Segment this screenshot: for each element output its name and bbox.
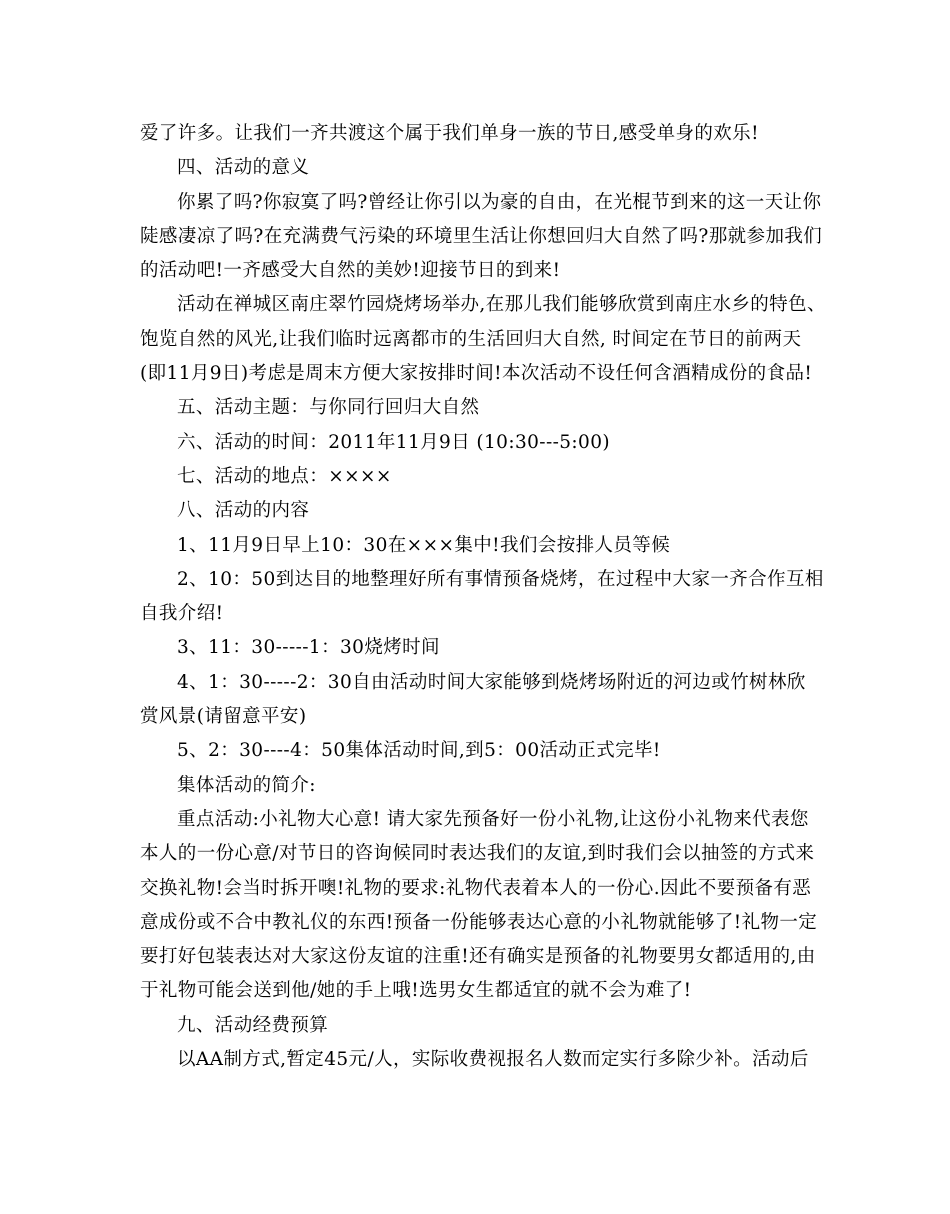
- document-body: [140, 117, 826, 1077]
- text-line: 的活动吧!一齐感受大自然的美妙!迎接节日的到来!: [140, 260, 561, 282]
- text-line: 本人的一份心意/对节日的咨询候同时表达我们的友谊,到时我们会以抽签的方式来: [140, 843, 815, 865]
- text-line: 四、活动的意义: [177, 157, 310, 179]
- text-line: 5、2：30----4：50集体活动时间,到5：00活动正式完毕!: [177, 740, 661, 762]
- text-line: 以AA制方式,暂定45元/人，实际收费视报名人数而定实行多除少补。活动后: [177, 1049, 809, 1071]
- text-line: 重点活动:小礼物大心意! 请大家先预备好一份小礼物,让这份小礼物来代表您: [177, 808, 809, 830]
- text-line: 五、活动主题：与你同行回归大自然: [177, 397, 480, 419]
- text-line: 2、10：50到达目的地整理好所有事情预备烧烤，在过程中大家一齐合作互相: [177, 568, 824, 590]
- text-line: 集体活动的简介:: [177, 774, 316, 796]
- text-line: 七、活动的地点：××××: [177, 465, 392, 487]
- text-line: 你累了吗?你寂寞了吗?曾经让你引以为豪的自由，在光棍节到来的这一天让你: [177, 191, 822, 213]
- text-line: 1、11月9日早上10：30在×××集中!我们会按排人员等候: [177, 534, 671, 556]
- text-line: 八、活动的内容: [177, 500, 310, 522]
- text-line: 自我介绍!: [140, 603, 224, 625]
- text-line: (即11月9日)考虑是周末方便大家按排时间!本次活动不设任何含酒精成份的食品!: [140, 363, 813, 385]
- text-line: 要打好包装表达对大家这份友谊的注重!还有确实是预备的礼物要男女都适用的,由: [140, 946, 816, 968]
- text-line: 意成份或不合中教礼仪的东西!预备一份能够表达心意的小礼物就能够了!礼物一定: [140, 911, 818, 933]
- text-line: 六、活动的时间：2011年11月9日 (10:30---5:00): [177, 431, 611, 453]
- text-line: 4、1：30-----2：30自由活动时间大家能够到烧烤场附近的河边或竹树林欣: [177, 671, 806, 693]
- text-line: 于礼物可能会送到他/她的手上哦!选男女生都适宜的就不会为难了!: [140, 980, 692, 1002]
- text-line: 赏风景(请留意平安): [140, 706, 307, 728]
- text-line: 爱了许多。让我们一齐共渡这个属于我们单身一族的节日,感受单身的欢乐!: [140, 123, 759, 144]
- text-line: 3、11：30-----1：30烧烤时间: [177, 637, 440, 659]
- text-line: 饱览自然的风光,让我们临时远离都市的生活回归大自然, 时间定在节日的前两天: [140, 328, 802, 350]
- text-line: 交换礼物!会当时拆开噢!礼物的要求:礼物代表着本人的一份心.因此不要预备有恶: [140, 877, 812, 899]
- text-line: 活动在禅城区南庄翠竹园烧烤场举办,在那儿我们能够欣赏到南庄水乡的特色、: [177, 294, 826, 316]
- text-line: 陡感凄凉了吗?在充满费气污染的环境里生活让你想回归大自然了吗?那就参加我们: [140, 225, 823, 247]
- text-line: 九、活动经费预算: [177, 1014, 329, 1036]
